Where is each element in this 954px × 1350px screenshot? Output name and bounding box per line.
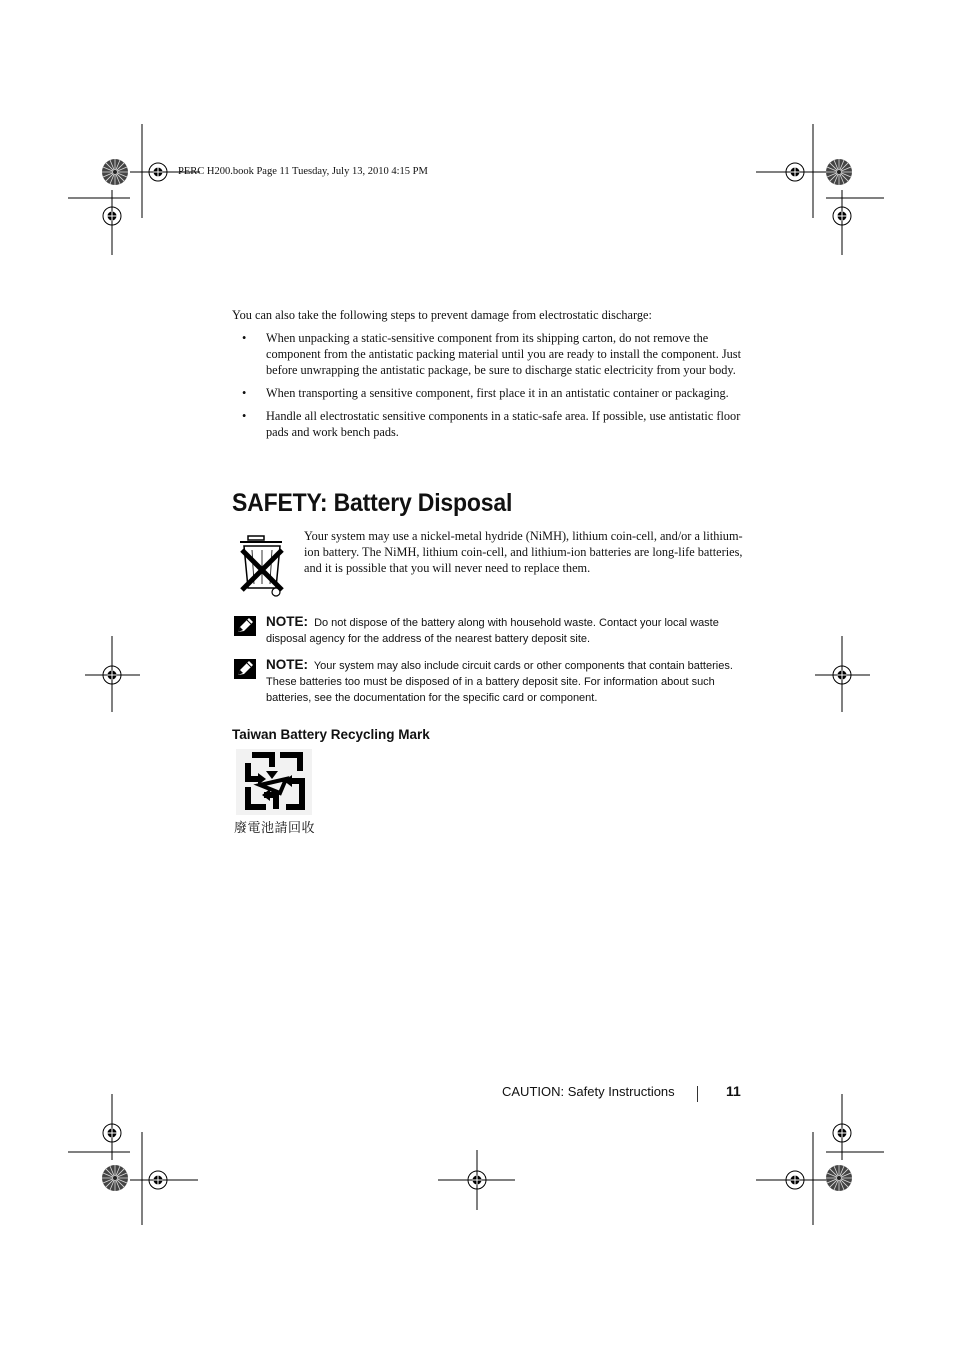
bullet-dot: •	[242, 409, 247, 423]
note-text: Your system may also include circuit cards or other components that contain batteries. These batteries too must be disposed of in a battery deposit site. For information about such batteries, see the documentation for the specific card or component.	[266, 660, 733, 704]
battery-paragraph: Your system may use a nickel-metal hydride (NiMH), lithium coin-cell, and/or a lithium-ion battery. The NiMH, lithium coin-cell, and lithium-ion batteries are long-life batteries, and it is possible that you will never need to replace them.	[304, 529, 743, 575]
intro-paragraph: You can also take the following steps to prevent damage from electrostatic discharge:	[232, 308, 652, 322]
list-item-text: When transporting a sensitive component, first place it in an antistatic container or packaging.	[266, 386, 729, 400]
list-item-text: Handle all electrostatic sensitive components in a static-safe area. If possible, use antistatic floor pads and work bench pads.	[266, 409, 741, 439]
crossed-out-wheeled-bin-icon	[236, 534, 290, 600]
note-block	[232, 614, 744, 650]
note-block	[232, 657, 744, 709]
taiwan-recycle-mark-icon	[236, 749, 312, 815]
list-item-text: When unpacking a static-sensitive component from its shipping carton, do not remove the component from the antistatic packing material until you are ready to install the component. Just before unwrapping the antistatic package, be sure to discharge static electricity from your body.	[266, 331, 742, 377]
bullet-dot: •	[242, 386, 247, 400]
note-label: NOTE:	[266, 614, 308, 629]
pencil-note-icon	[234, 616, 256, 636]
section-title: SAFETY: Battery Disposal	[232, 489, 513, 517]
note-label: NOTE:	[266, 657, 308, 672]
note-text: Do not dispose of the battery along with household waste. Contact your local waste disposal agency for the address of the nearest battery deposit site.	[266, 617, 719, 645]
pencil-note-icon	[234, 659, 256, 679]
bullet-list	[232, 330, 752, 447]
subsection-title: Taiwan Battery Recycling Mark	[232, 727, 430, 742]
list-item	[232, 408, 752, 440]
page-number: 11	[726, 1083, 741, 1099]
footer-title: CAUTION: Safety Instructions	[502, 1084, 675, 1099]
print-header: PERC H200.book Page 11 Tuesday, July 13, 2010 4:15 PM	[178, 166, 428, 177]
list-item	[232, 385, 752, 401]
recycle-caption: 廢電池請回收	[234, 820, 316, 835]
list-item	[232, 330, 752, 378]
footer-divider	[697, 1086, 698, 1102]
bullet-dot: •	[242, 331, 247, 345]
